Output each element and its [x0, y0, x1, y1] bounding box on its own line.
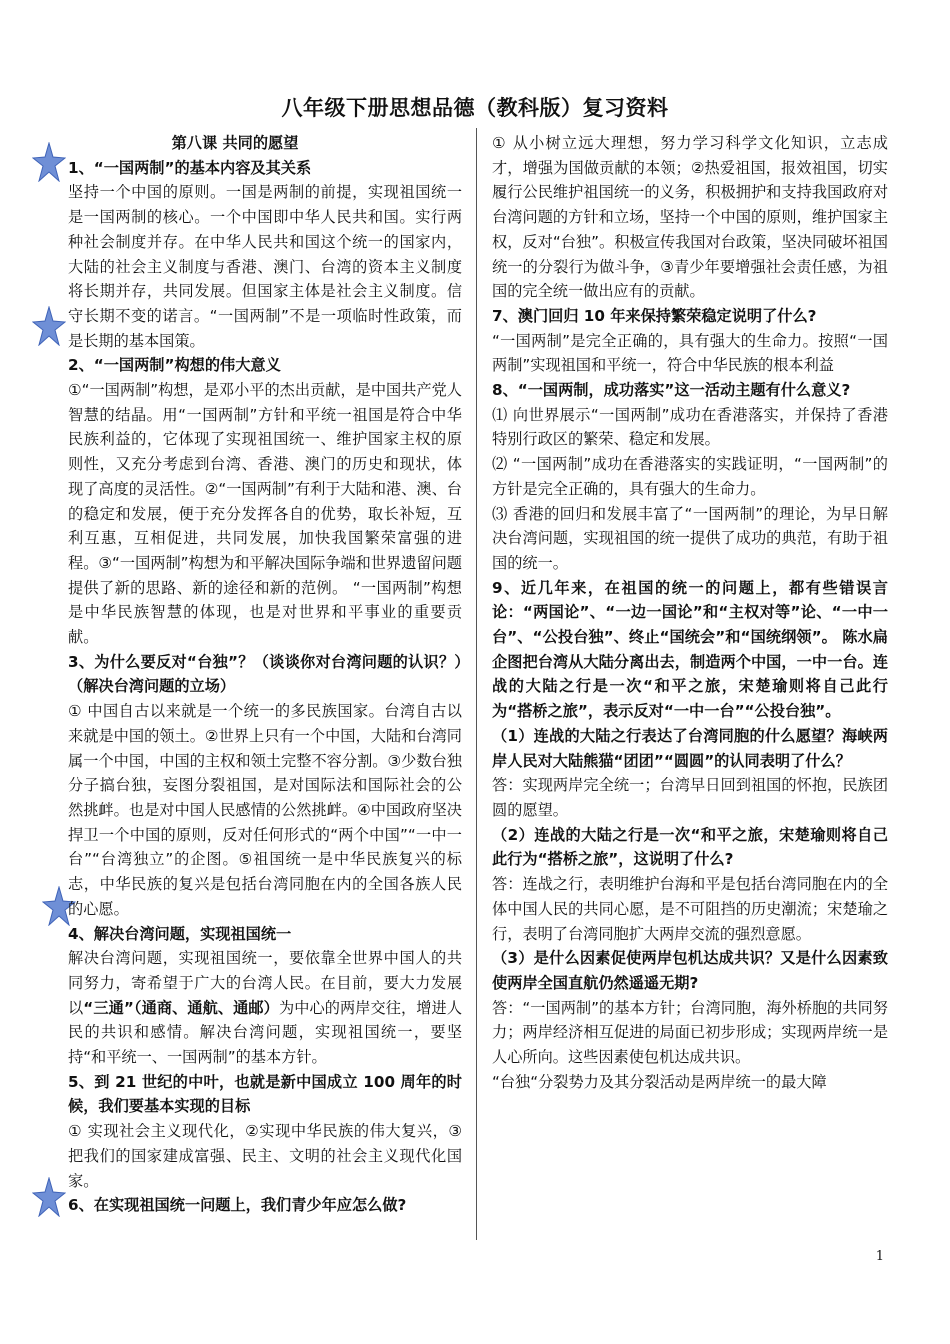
lesson-heading: 第八课 共同的愿望 [171, 134, 299, 152]
section-body-8-item-2: ⑵ “一国两制”成功在香港落实的实践证明，“一国两制”的方针是完全正确的，具有强大的生命力。 [492, 455, 888, 498]
section-heading-2: 2、“一国两制”构想的伟大意义 [68, 356, 281, 375]
subquestion-9-3: （3）是什么因素促使两岸包机达成共识？又是什么因素致使两岸全国直航仍然遥遥无期? [492, 949, 888, 992]
answer-9-3-continued: “台独“分裂势力及其分裂活动是两岸统一的最大障 [492, 1072, 827, 1091]
section-body-3: ① 中国自古以来就是一个统一的多民族国家。台湾自古以来就是中国的领土。②世界上只有一个中国，大陆和台湾同属一个中国，中国的主权和领土完整不容分割。③少数台独分子搞台独，妄图分裂祖国，是对国际法和国际社会的公然挑衅。也是对中国人民感情的公然挑衅。④中国政府坚决捍卫一个中国的原则，反对任何形式的“两个中国”“一中一台”“台湾独立”的企图。⑤祖国统一是中华民族复兴的标志，中华民族的复兴是包括台湾同胞在内的全国各族人民的心愿。 [68, 702, 462, 918]
section-heading-8: 8、“一国两制，成功落实”这一活动主题有什么意义? [492, 381, 851, 400]
section-heading-3: 3、为什么要反对“台独”？（谈谈你对台湾问题的认识？）（解决台湾问题的立场） [68, 652, 462, 696]
page-title: 八年级下册思想品德（教科版）复习资料 [281, 96, 669, 120]
star-icon [32, 306, 66, 346]
section-heading-5: 5、到 21 世纪的中叶，也就是新中国成立 100 周年的时候，我们要基本实现的目标 [68, 1072, 462, 1116]
section-body-5: ① 实现社会主义现代化，②实现中华民族的伟大复兴，③把我们的国家建成富强、民主、文明的社会主义现代化国家。 [68, 1122, 462, 1190]
page-number: 1 [875, 1249, 884, 1264]
section-body-7: “一国两制”是完全正确的，具有强大的生命力。按照“一国两制”实现祖国和平统一，符合中华民族的根本利益 [492, 331, 888, 375]
section-body-1: 坚持一个中国的原则。一国是两制的前提，实现祖国统一是一国两制的核心。一个中国即中华人民共和国。实行两种社会制度并存。在中华人民共和国这个统一的国家内，大陆的社会主义制度与香港、澳门、台湾的资本主义制度将长期并存，共同发展。但国家主体是社会主义制度。信守长期不变的诺言。“一国两制”不是一项临时性政策，而是长期的基本国策。 [68, 183, 462, 350]
section-body-8-item-1: ⑴ 向世界展示“一国两制”成功在香港落实，并保持了香港特别行政区的繁荣、稳定和发展。 [492, 405, 888, 449]
answer-9-3: 答：“一国两制”的基本方针；台湾同胞，海外桥胞的共同努力；两岸经济相互促进的局面已初步形成；实现两岸统一是人心所向。这些因素使包机达成共识。 [492, 998, 888, 1067]
subquestion-9-1: （1）连战的大陆之行表达了台湾同胞的什么愿望？海峡两岸人民对大陆熊猫“团团”“圆圆”的认同表明了什么？ [492, 726, 888, 770]
subquestion-9-2: （2）连战的大陆之行是一次“和平之旅，宋楚瑜则将自己此行为“搭桥之旅”，这说明了什么? [492, 825, 888, 869]
section-body-2: ①“一国两制”构想，是邓小平的杰出贡献，是中国共产党人智慧的结晶。用“一国两制”方针和平统一祖国是符合中华民族利益的，它体现了实现祖国统一、维护国家主权的原则性，又充分考虑到台湾、香港、澳门的历史和现状，体现了高度的灵活性。②“一国两制”有利于大陆和港、澳、台的稳定和发展，便于充分发挥各自的优势，取长补短，互利互惠，互相促进，共同发展，加快我国繁荣富强的进程。③“一国两制”构想为和平解决国际争端和世界遗留问题提供了新的思路、新的途径和新的范例。 “一国两制”构想是中华民族智慧的体现，也是对世界和平事业的重要贡献。 [68, 381, 462, 647]
star-icon [32, 1177, 66, 1217]
section-heading-6: 6、在实现祖国统一问题上，我们青少年应怎么做? [68, 1196, 407, 1215]
section-body-8-item-3: ⑶ 香港的回归和发展丰富了“一国两制”的理论，为早日解决台湾问题，实现祖国的统一提供了成功的典范，有助于祖国的统一。 [492, 504, 888, 572]
three-links-emphasis: “三通”（通商、通航、通邮） [83, 998, 279, 1017]
section-heading-9: 9、近几年来，在祖国的统一的问题上，都有些错误言论：“两国论”、“一边一国论”和“主权对等”论、“一中一台”、“公投台独”、终止“国统会”和“国统纲领”。 陈水扁企图把台湾从大陆分离出去，制造两个中国，一中一台。连战的大陆之行是一次“和平之旅，宋楚瑜则将自己此行为“搭桥之旅”，表示反对“一中一台”“公投台独”。 [492, 578, 888, 721]
section-body-6: ① 从小树立远大理想，努力学习科学文化知识，立志成才，增强为国做贡献的本领；②热爱祖国，报效祖国，切实履行公民维护祖国统一的义务，积极拥护和支持我国政府对台湾问题的方针和立场，坚持一个中国的原则，维护国家主权，反对“台独”。积极宣传我国对台政策，坚决同破坏祖国统一的分裂行为做斗争，③青少年要增强社会责任感，为祖国的完全统一做出应有的贡献。 [492, 134, 888, 301]
section-body-4-c: 为中心的两岸交往，增进人民的共识和感情。解决台湾问题，实现祖国统一，要坚持“和平统一、一国两制”的基本方针。 [68, 998, 463, 1067]
right-column [492, 131, 888, 1094]
section-heading-1: 1、“一国两制”的基本内容及其关系 [68, 158, 312, 177]
left-column [68, 131, 462, 1218]
section-body-4 [68, 946, 462, 1070]
section-heading-4: 4、解决台湾问题，实现祖国统一 [68, 924, 292, 943]
star-icon [32, 142, 66, 182]
answer-9-1: 答：实现两岸完全统一；台湾早日回到祖国的怀抱，民族团圆的愿望。 [492, 776, 888, 819]
section-heading-7: 7、澳门回归 10 年来保持繁荣稳定说明了什么? [492, 306, 817, 325]
section-body-4-a: 解决台湾问题，实现祖国统一，要依靠全世界中国人的共同努力，寄希望于广大的台湾人民。在目前，要大力发展以 [68, 949, 462, 1017]
column-divider [476, 128, 477, 1240]
answer-9-2: 答：连战之行，表明维护台海和平是包括台湾同胞在内的全体中国人民的共同心愿，是不可阻挡的历史潮流；宋楚瑜之行，表明了台湾同胞扩大两岸交流的强烈意愿。 [492, 875, 888, 943]
